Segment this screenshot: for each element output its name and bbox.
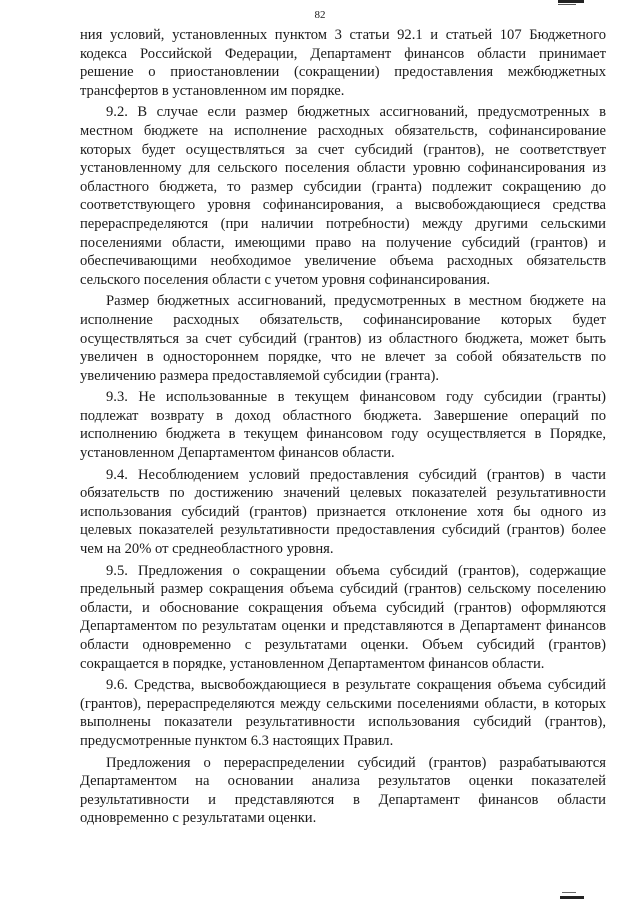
paragraph-9-2: 9.2. В случае если размер бюджетных ассигнований, предусмотренных в местном бюджете на исполнение расходных обязательств, софинансирование которых будет осуществляться за счет субсидий (грантов), не соответствует установленному для сельского поселения области уровню софинансирования из областного бюджета, то размер субсидии (гранта) подлежит сокращению до соответствующего уровня софинансирования, а высвобождающиеся средства перераспределяются (при наличии потребности) между другими сельскими поселениями области, имеющими право на получение субсидий (грантов) и обеспечивающими необходимое увеличение объема расходных обязательств сельского поселения области с учетом уровня софинансирования. xyxy=(80,104,606,288)
paragraph-9-3: 9.3. Не использованные в текущем финансовом году субсидии (гранты) подлежат возврату в доход областного бюджета. Завершение операций по исполнению бюджета в текущем финансовом году осуществляется в Порядке, установленном Департаментом финансов области. xyxy=(80,389,606,462)
scan-artifact-bottom xyxy=(560,896,584,899)
paragraph-9-2-budget-increase: Размер бюджетных ассигнований, предусмотренных в местном бюджете на исполнение расходных обязательств, софинансирование которых будет осуществляться за счет субсидий (грантов) из областного бюджета, может быть увеличен в одностороннем порядке, что не влечет за собой обязательств по увеличению размера предоставляемой субсидии (гранта). xyxy=(80,293,606,384)
paragraph-9-5: 9.5. Предложения о сокращении объема субсидий (грантов), содержащие предельный размер сокращения объема субсидий (грантов) сельскому поселению области, и обоснование сокращения объема субсидий (грантов) оформляются Департаментом по результатам оценки и представляются в Департамент финансов области одновременно с результатами оценки. Объем субсидий (грантов) сокращается в порядке, установленном Департаментом финансов области. xyxy=(80,562,606,672)
paragraph-9-6-redistribution-proposals: Предложения о перераспределении субсидий (грантов) разрабатываются Департаментом на основании анализа результатов оценки показателей результативности и представляются в Департамент финансов области одновременно с результатами оценки. xyxy=(80,754,606,827)
page-number: 82 xyxy=(314,9,326,21)
paragraph-continuation: ния условий, установленных пунктом 3 статьи 92.1 и статьей 107 Бюджетного кодекса Российской Федерации, Департамент финансов области принимает решение о приостановлении (сокращении) предоставления межбюджетных трансфертов в установленном им порядке. xyxy=(80,27,606,99)
paragraph-9-4: 9.4. Несоблюдением условий предоставления субсидий (грантов) в части обязательств по достижению значений целевых показателей результативности использования субсидий (грантов) признается отклонение хотя бы одного из целевых показателей результативности предоставления субсидий (грантов) более чем на 20% от среднеобластного уровня. xyxy=(80,466,606,558)
scan-artifact-top xyxy=(558,0,584,3)
document-body xyxy=(80,26,606,831)
paragraph-9-6: 9.6. Средства, высвобождающиеся в результате сокращения объема субсидий (грантов), перераспределяются между сельскими поселениями области, в которых выполнены показатели результативности использования субсидий (грантов), предусмотренные пунктом 6.3 настоящих Правил. xyxy=(80,677,606,749)
